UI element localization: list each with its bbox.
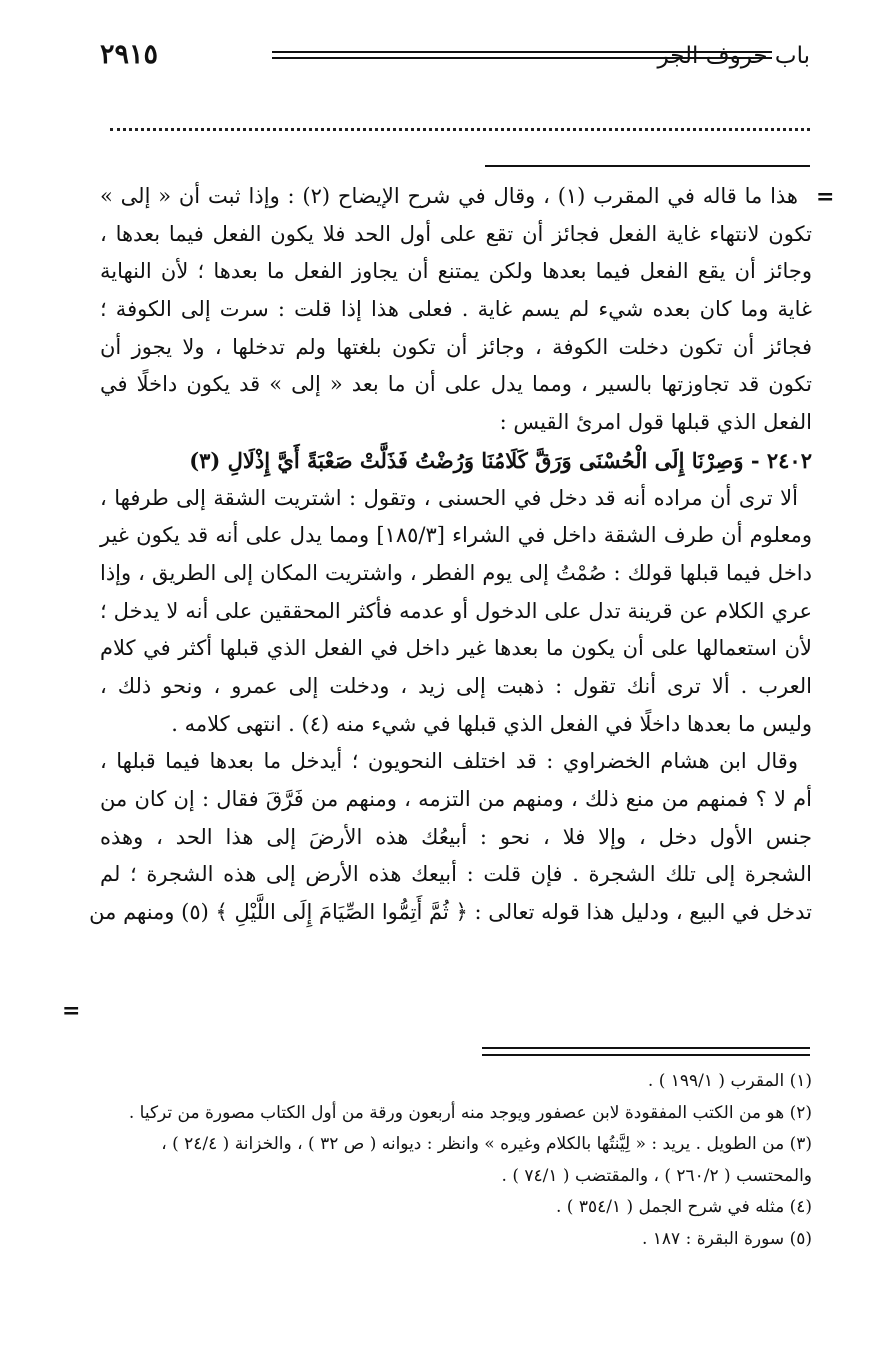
footnote: (٣) من الطويل . يريد : « لِيَّنتُها بالكلام وغيره » وانظر : ديوانه ( ص ٣٢ ) ، والخزانة ( ٢٤/٤ ) ، xyxy=(161,1134,812,1155)
footnote: (٥) سورة البقرة : ١٨٧ . xyxy=(641,1228,812,1249)
text-line: العرب . ألا ترى أنك تقول : ذهبت إلى زيد ، ودخلت إلى عمرو ، ونحو ذلك ، xyxy=(100,673,812,698)
text-line: أم لا ؟ فمنهم من منع ذلك ، ومنهم من التزمه ، ومنهم من فَرَّقَ فقال : إن كان من xyxy=(100,787,812,811)
section-rule xyxy=(485,165,810,167)
text-line: ومعلوم أن طرف الشقة داخل في الشراء [١٨٥/٣] ومما يدل على أنه قد يكون غير xyxy=(100,523,813,548)
continuation-mark: = xyxy=(62,998,81,1024)
footnote-rule xyxy=(482,1054,810,1056)
main-text xyxy=(89,178,813,932)
text-line: فجائز أن تكون دخلت الكوفة ، وجائز أن تكون بلغتها ولم تدخلها ، ولا يجوز أن xyxy=(100,334,812,359)
text-line: غاية وما كان بعده شيء لم يسم غاية . فعلى هذا إذا قلت : سرت إلى الكوفة ؛ xyxy=(100,297,812,322)
text-line: ألا ترى أن مراده أنه قد دخل في الحسنى ، وتقول : اشتريت الشقة إلى طرفها ، xyxy=(100,485,798,510)
text-line: الشجرة إلى تلك الشجرة . فإن قلت : أبيعك هذه الأرض إلى هذه الشجرة ؛ لم xyxy=(100,862,812,887)
text-line: وجائز أن يقع الفعل فيما بعدها ولكن يمتنع أن يجاوز الفعل ما بعدها ؛ لأن النهاية xyxy=(100,259,812,284)
footnote: (٢) هو من الكتب المفقودة لابن عصفور ويوجد منه أربعون ورقة من أول الكتاب مصورة من تركيا . xyxy=(128,1102,812,1123)
text-line: تدخل في البيع ، ودليل هذا قوله تعالى : ﴿ ثُمَّ أَتِمُّوا الصِّيَامَ إِلَى اللَّيْلِ ﴾ (٥) ومنهم من xyxy=(89,900,812,925)
page-header xyxy=(100,36,810,76)
text-line: تكون قد تجاوزتها بالسير ، ومما يدل على أن ما بعد « إلى » قد يكون داخلًا في xyxy=(100,372,812,397)
text-line: داخل فيما قبلها قولك : صُمْتُ إلى يوم الفطر ، واشتريت المكان إلى الطريق ، وإذا xyxy=(100,560,812,585)
continuation-mark: = xyxy=(816,184,835,210)
text-line: جنس الأول دخل ، وإلا فلا ، نحو : أبيعُك هذه الأرضَ إلى هذا الحد ، وهذه xyxy=(100,824,812,849)
dotted-separator xyxy=(110,128,810,131)
poetry-verse: ٢٤٠٢ - وَصِرْنَا إِلَى الْحُسْنَى وَرَقَّ كَلَامُنَا وَرُضْتُ فَذَلَّتْ صَعْبَةً أَيَّ إِذْلَالِ (٣) xyxy=(189,447,812,473)
text-line: الفعل الذي قبلها قول امرئ القيس : xyxy=(499,410,812,435)
text-line: تكون لانتهاء غاية الفعل فجائز أن تقع على أول الحد فلا يكون الفعل فيما بعدها ، xyxy=(100,221,812,246)
text-line: وليس ما بعدها داخلًا في الفعل الذي قبلها في شيء منه (٤) . انتهى كلامه . xyxy=(171,711,812,736)
footnotes xyxy=(100,1066,812,1256)
footnote: (٤) مثله في شرح الجمل ( ٣٥٤/١ ) . xyxy=(555,1197,812,1218)
footnote: والمحتسب ( ٢٦٠/٢ ) ، والمقتضب ( ٧٤/١ ) . xyxy=(501,1165,812,1186)
text-line: هذا ما قاله في المقرب (١) ، وقال في شرح الإيضاح (٢) : وإذا ثبت أن « إلى » xyxy=(100,184,798,208)
text-line: عري الكلام عن قرينة تدل على الدخول أو عدمه فأكثر المحققين على أنه لا يدخل ؛ xyxy=(100,598,812,623)
footnote: (١) المقرب ( ١٩٩/١ ) . xyxy=(647,1071,812,1091)
chapter-title: باب حروف الجر xyxy=(657,43,810,69)
text-line: لأن استعمالها على أن يكون ما بعدها غير داخل في الفعل الذي قبلها أكثر في كلام xyxy=(100,636,812,661)
page-number: ٢٩١٥ xyxy=(100,39,159,70)
footnote-rule xyxy=(482,1047,810,1049)
text-line: وقال ابن هشام الخضراوي : قد اختلف النحويون ؛ أيدخل ما بعدها فيما قبلها ، xyxy=(100,749,798,774)
